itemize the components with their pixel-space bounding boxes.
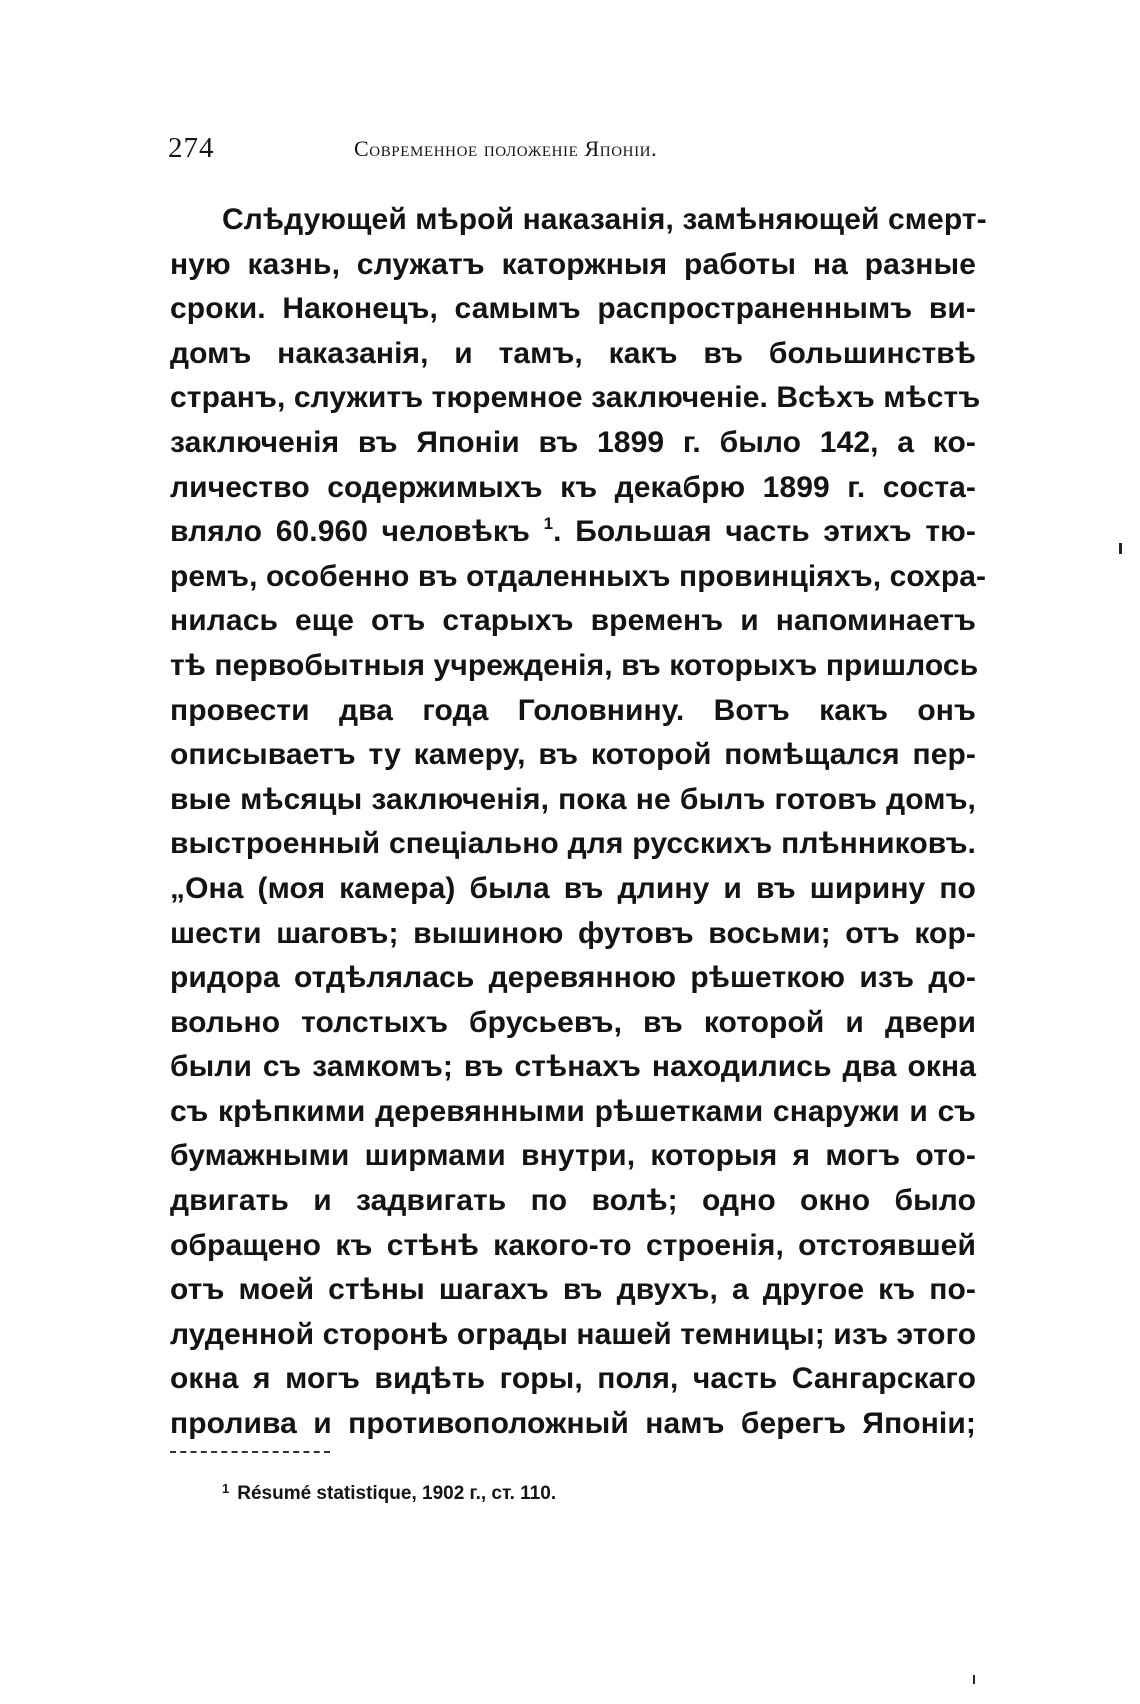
text-line: луденной сторонѣ ограды нашей темницы; изъ этого bbox=[170, 1317, 977, 1351]
text-line: ную казнь, служатъ каторжныя работы на разные bbox=[170, 247, 976, 281]
text-line: ремъ, особенно въ отдаленныхъ провинціяхъ, сохра- bbox=[170, 559, 987, 593]
text-line: были съ замкомъ; въ стѣнахъ находились два окна bbox=[170, 1050, 976, 1084]
scan-speck bbox=[973, 1675, 975, 1684]
text-line: нилась еще отъ старыхъ временъ и напоминаетъ bbox=[170, 604, 976, 638]
text-line: тѣ первобытныя учрежденія, въ которыхъ пришлось bbox=[170, 648, 979, 682]
footnote bbox=[222, 1483, 556, 1505]
text-line: „Она (моя камера) была въ длину и въ ширину по bbox=[170, 871, 976, 905]
footnote-text: Résumé statistique, 1902 г., ст. 110. bbox=[237, 1483, 557, 1504]
text-line: описываетъ ту камеру, въ которой помѣщался пер- bbox=[170, 738, 976, 772]
page-number: 274 bbox=[168, 132, 215, 164]
text-line: обращено къ стѣнѣ какого-то строенія, отстоявшей bbox=[170, 1228, 976, 1262]
text-line: вые мѣсяцы заключенія, пока не былъ готовъ домъ, bbox=[170, 782, 976, 816]
text-line: ридора отдѣлялась деревянною рѣшеткою изъ до- bbox=[170, 961, 976, 995]
text-line: заключенія въ Японіи въ 1899 г. было 142, а ко- bbox=[170, 425, 976, 459]
text-line: домъ наказанія, и тамъ, какъ въ большинствѣ bbox=[170, 336, 976, 370]
text-line: отъ моей стѣны шагахъ въ двухъ, а другое къ по- bbox=[170, 1273, 976, 1307]
text-line-tail: . Большая часть этихъ тю- bbox=[553, 515, 976, 549]
scan-speck bbox=[1119, 543, 1122, 554]
text-line: съ крѣпкими деревянными рѣшетками снаружи и съ bbox=[170, 1094, 976, 1128]
text-line: шести шаговъ; вышиною футовъ восьми; отъ кор- bbox=[170, 916, 976, 950]
text-line: странъ, служитъ тюремное заключеніе. Всѣхъ мѣстъ bbox=[170, 381, 981, 415]
text-line-head: вляло 60.960 человѣкъ bbox=[170, 515, 530, 549]
text-line: Слѣдующей мѣрой наказанія, замѣняющей смерт- bbox=[222, 203, 987, 236]
text-line: двигать и задвигать по волѣ; одно окно было bbox=[170, 1184, 976, 1218]
footnote-reference[interactable]: 1 bbox=[543, 514, 554, 534]
text-line: пролива и противоположный намъ берегъ Японіи; bbox=[170, 1407, 976, 1441]
text-line: личество содержимыхъ къ декабрю 1899 г. соста- bbox=[170, 470, 976, 504]
text-line: вольно толстыхъ брусьевъ, въ которой и двери bbox=[170, 1005, 976, 1039]
text-line: провести два года Головнину. Вотъ какъ онъ bbox=[170, 693, 976, 727]
footnote-marker: 1 bbox=[222, 1481, 230, 1496]
text-line: сроки. Наконецъ, самымъ распространеннымъ ви- bbox=[170, 292, 976, 326]
text-line-with-footnote bbox=[170, 510, 976, 555]
body-text bbox=[170, 198, 987, 1447]
page-header bbox=[168, 132, 983, 176]
footnote-divider bbox=[170, 1451, 330, 1453]
text-line: окна я могъ видѣть горы, поля, часть Сангарскаго bbox=[170, 1362, 976, 1396]
text-line: бумажными ширмами внутри, которыя я могъ ото- bbox=[170, 1139, 976, 1173]
text-line: выстроенный спеціально для русскихъ плѣнниковъ. bbox=[170, 827, 976, 861]
running-title: Современное положеніе Японіи. bbox=[354, 136, 658, 161]
